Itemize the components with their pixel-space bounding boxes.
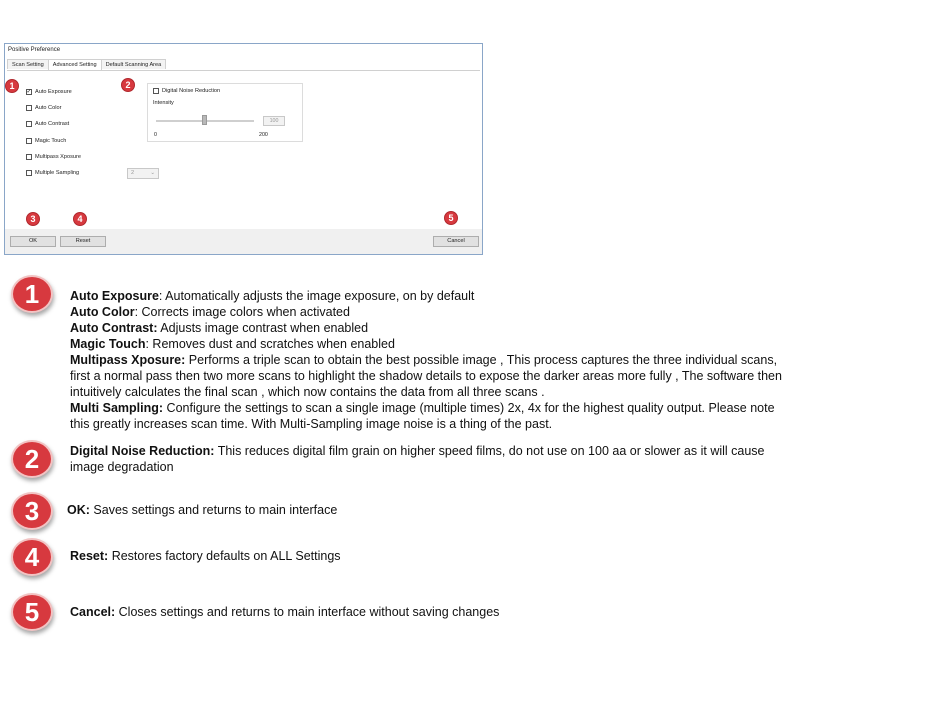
legend-item-multipass-xposure: Multipass Xposure: Performs a triple scan to obtain the best possible image , This process captures the three individual scans, first a normal pass then two more scans to highlight the shadow details to expose the darker areas more fully , The software then intuitively calculates the final scan , which now contains the data from all three scans . [70, 353, 782, 399]
legend-item-ok: OK: Saves settings and returns to main interface [67, 503, 338, 517]
multiple-sampling-label: Multiple Sampling [35, 170, 80, 176]
tab-advanced-setting[interactable]: Advanced Setting [48, 59, 102, 70]
marker-5-small: 5 [444, 211, 458, 225]
noise-reduction-checkbox[interactable] [153, 88, 159, 94]
marker-4-small: 4 [73, 212, 87, 226]
legend-marker-1: 1 [11, 275, 53, 313]
auto-color-option[interactable] [26, 105, 61, 111]
ok-button[interactable]: OK [10, 236, 56, 247]
auto-exposure-label: Auto Exposure [35, 89, 72, 95]
noise-reduction-label: Digital Noise Reduction [162, 88, 221, 94]
intensity-max-label: 200 [259, 132, 268, 138]
auto-contrast-option[interactable] [26, 121, 69, 127]
magic-touch-option[interactable] [26, 138, 66, 144]
multiple-sampling-option[interactable] [26, 170, 79, 176]
auto-contrast-checkbox[interactable] [26, 121, 32, 127]
legend-marker-2: 2 [11, 440, 53, 478]
auto-color-label: Auto Color [35, 105, 62, 111]
legend-section-5 [70, 604, 790, 620]
multiple-sampling-select[interactable] [127, 168, 159, 179]
tab-bar [7, 59, 165, 70]
multipass-xposure-option[interactable] [26, 154, 81, 160]
chevron-down-icon: ⌄ [150, 170, 155, 176]
magic-touch-checkbox[interactable] [26, 138, 32, 144]
auto-exposure-option[interactable] [26, 89, 72, 95]
tab-default-scanning-area[interactable]: Default Scanning Area [101, 59, 167, 69]
marker-1-small: 1 [5, 79, 19, 93]
multiple-sampling-checkbox[interactable] [26, 170, 32, 176]
legend-item-cancel: Cancel: Closes settings and returns to main interface without saving changes [70, 605, 500, 619]
legend-item-magic-touch: Magic Touch: Removes dust and scratches when enabled [70, 337, 395, 351]
reset-button[interactable]: Reset [60, 236, 106, 247]
marker-3-small: 3 [26, 212, 40, 226]
legend-section-2 [70, 443, 790, 475]
intensity-label: Intensity [153, 100, 174, 106]
tab-scan-setting[interactable]: Scan Setting [7, 59, 49, 69]
cancel-button[interactable]: Cancel [433, 236, 479, 247]
window-title: Positive Preference [8, 47, 61, 53]
noise-reduction-option[interactable] [153, 88, 220, 94]
auto-contrast-label: Auto Contrast [35, 121, 70, 127]
auto-exposure-checkbox[interactable]: ✓ [26, 89, 32, 95]
legend-item-auto-exposure: Auto Exposure: Automatically adjusts the image exposure, on by default [70, 289, 475, 303]
legend-section-3 [67, 502, 787, 518]
intensity-min-label: 0 [154, 132, 157, 138]
legend-item-noise-reduction: Digital Noise Reduction: This reduces digital film grain on higher speed films, do not use on 100 aa or slower as it will cause image degradation [70, 444, 765, 474]
legend-marker-3: 3 [11, 492, 53, 530]
legend-section-4 [70, 548, 790, 564]
intensity-slider-thumb[interactable] [202, 115, 207, 125]
legend-marker-4: 4 [11, 538, 53, 576]
multipass-xposure-checkbox[interactable] [26, 154, 32, 160]
legend-item-auto-color: Auto Color: Corrects image colors when activated [70, 305, 350, 319]
legend-item-reset: Reset: Restores factory defaults on ALL Settings [70, 549, 341, 563]
legend-section-1 [70, 288, 790, 432]
legend-item-multi-sampling: Multi Sampling: Configure the settings to scan a single image (multiple times) 2x, 4x for the highest quality output. Please note this greatly increases scan time. With Multi-Sampling image noise is a thing of the past. [70, 401, 775, 431]
intensity-value-field[interactable]: 100 [263, 116, 285, 126]
multiple-sampling-value: 2 [131, 170, 135, 176]
auto-color-checkbox[interactable] [26, 105, 32, 111]
magic-touch-label: Magic Touch [35, 138, 67, 144]
advanced-setting-panel [7, 70, 480, 227]
legend-marker-5: 5 [11, 593, 53, 631]
noise-reduction-group [147, 83, 303, 142]
legend-item-auto-contrast: Auto Contrast: Adjusts image contrast when enabled [70, 321, 369, 335]
marker-2-small: 2 [121, 78, 135, 92]
dialog-footer [5, 229, 482, 254]
multipass-xposure-label: Multipass Xposure [35, 154, 82, 160]
